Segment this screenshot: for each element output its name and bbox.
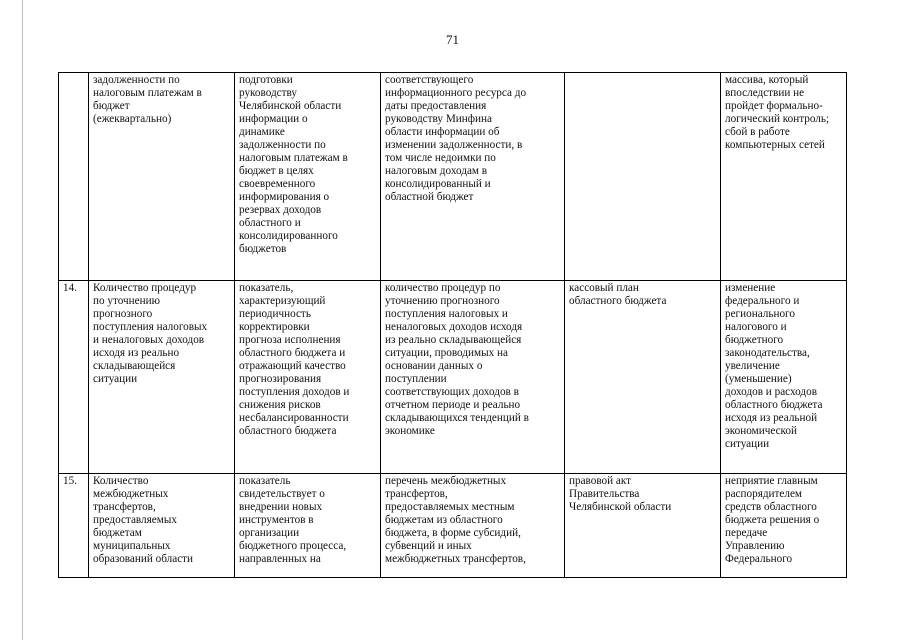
cell-text-line: Управлению (725, 540, 785, 552)
cell-text-line: консолидированного (239, 230, 338, 242)
cell-text-line: трансфертов, (385, 488, 448, 500)
cell-text-line: компьютерных сетей (725, 139, 825, 151)
cell-text-line: показатель (239, 475, 291, 487)
cell-text-line: (уменьшение) (725, 373, 792, 385)
cell-text-line: динамике (239, 126, 285, 138)
cell-text-line: складывающихся тенденций в (385, 412, 529, 424)
cell-text-line: областного бюджета (725, 399, 823, 411)
cell-text-line: информирования о (239, 191, 330, 203)
cell-text-line: бюджетам из областного (385, 514, 503, 526)
cell-text-line: руководству Минфина (385, 113, 492, 125)
cell-text-line: налоговым платежам в (239, 152, 348, 164)
cell-text-line: предоставляемых местным (385, 501, 515, 513)
table-row (59, 281, 847, 474)
cell-text-line: свидетельствует о (239, 488, 325, 500)
data-source-cell (565, 73, 721, 281)
risk-factors-cell (721, 281, 847, 474)
cell-text-line: бюджетного (725, 334, 784, 346)
cell-text-line: доходов и расходов (725, 386, 817, 398)
cell-text-line: поступления доходов и (239, 386, 350, 398)
risk-factors-cell (721, 73, 847, 281)
cell-text-line: своевременного (239, 178, 316, 190)
cell-text-line: изменение (725, 282, 776, 294)
cell-text-line: задолженности по (93, 74, 180, 86)
cell-text-line: Количество (93, 475, 149, 487)
cell-text-line: налоговым платежам в (93, 87, 202, 99)
cell-text-line: даты предоставления (385, 100, 487, 112)
cell-text-line: и неналоговых доходов (93, 334, 205, 346)
indicator-name-cell (89, 474, 235, 578)
cell-text-line: законодательства, (725, 347, 810, 359)
cell-text-line: сбой в работе (725, 126, 790, 138)
cell-text-line: Количество процедур (93, 282, 197, 294)
row-number-cell: 15. (59, 474, 89, 578)
cell-text-line: основании данных о (385, 360, 483, 372)
cell-text-line: Челябинской области (239, 100, 342, 112)
cell-text-line: прогнозного (93, 308, 153, 320)
cell-text-line: поступления налоговых (93, 321, 208, 333)
page-left-edge (22, 0, 23, 640)
cell-text-line: бюджетам (93, 527, 142, 539)
cell-text-line: соответствующего (385, 74, 474, 86)
cell-text-line: направленных на (239, 553, 321, 565)
cell-text-line: логический контроль; (725, 113, 830, 125)
table-row (59, 73, 847, 281)
cell-text-line: прогнозирования (239, 373, 322, 385)
cell-text-line: увеличение (725, 360, 780, 372)
indicator-description-cell (235, 474, 381, 578)
cell-text-line: периодичность (239, 308, 311, 320)
cell-text-line: задолженности по (239, 139, 326, 151)
cell-text-line: организации (239, 527, 300, 539)
cell-text-line: внедрении новых (239, 501, 323, 513)
indicator-name-cell (89, 73, 235, 281)
cell-text-line: ситуации, проводимых на (385, 347, 508, 359)
cell-text-line: том числе недоимки по (385, 152, 496, 164)
cell-text-line: передаче (725, 527, 768, 539)
cell-text-line: экономической (725, 425, 797, 437)
cell-text-line: неналоговых доходов исходя (385, 321, 523, 333)
cell-text-line: средств областного (725, 501, 817, 513)
cell-text-line: исходя из реальной (725, 412, 818, 424)
cell-text-line: прогноза исполнения (239, 334, 341, 346)
cell-text-line: отчетном периоде и реально (385, 399, 521, 411)
cell-text-line: корректировки (239, 321, 310, 333)
indicator-name-cell (89, 281, 235, 474)
cell-text-line: руководству (239, 87, 298, 99)
cell-text-line: соответствующих доходов в (385, 386, 519, 398)
cell-text-line: областного бюджета и (239, 347, 346, 359)
row-number-cell: 14. (59, 281, 89, 474)
cell-text-line: правовой акт (569, 475, 632, 487)
cell-text-line: образований области (93, 553, 194, 565)
cell-text-line: межбюджетных трансфертов, (385, 553, 526, 565)
cell-text-line: уточнению прогнозного (385, 295, 500, 307)
cell-text-line: пройдет формально- (725, 100, 823, 112)
cell-text-line: субвенций и иных (385, 540, 472, 552)
cell-text-line: трансфертов, (93, 501, 156, 513)
cell-text-line: муниципальных (93, 540, 171, 552)
cell-text-line: впоследствии не (725, 87, 805, 99)
cell-text-line: отражающий качество (239, 360, 346, 372)
indicator-description-cell (235, 281, 381, 474)
cell-text-line: (ежеквартально) (93, 113, 172, 125)
cell-text-line: Федерального (725, 553, 793, 565)
cell-text-line: федерального и (725, 295, 800, 307)
calculation-method-cell (381, 73, 565, 281)
cell-text-line: снижения рисков (239, 399, 321, 411)
cell-text-line: информации о (239, 113, 308, 125)
cell-text-line: массива, который (725, 74, 809, 86)
cell-text-line: областного бюджета (569, 295, 667, 307)
measures-table (58, 72, 847, 578)
cell-text-line: поступления налоговых и (385, 308, 508, 320)
row-number-cell (59, 73, 89, 281)
cell-text-line: областной бюджет (385, 191, 474, 203)
cell-text-line: бюджета, в форме субсидий, (385, 527, 521, 539)
cell-text-line: бюджет (93, 100, 130, 112)
cell-text-line: Правительства (569, 488, 640, 500)
cell-text-line: кассовый план (569, 282, 639, 294)
calculation-method-cell (381, 474, 565, 578)
cell-text-line: характеризующий (239, 295, 326, 307)
page-number: 71 (446, 32, 459, 47)
cell-text-line: по уточнению (93, 295, 160, 307)
cell-text-line: информационного ресурса до (385, 87, 527, 99)
cell-text-line: областного и (239, 217, 301, 229)
cell-text-line: области информации об (385, 126, 500, 138)
cell-text-line: бюджетного процесса, (239, 540, 347, 552)
data-source-cell (565, 281, 721, 474)
data-source-cell (565, 474, 721, 578)
cell-text-line: ситуации (725, 438, 770, 450)
cell-text-line: неприятие главным (725, 475, 818, 487)
cell-text-line: консолидированный и (385, 178, 491, 190)
calculation-method-cell (381, 281, 565, 474)
cell-text-line: бюджета решения о (725, 514, 820, 526)
cell-text-line: несбалансированности (239, 412, 349, 424)
cell-text-line: подготовки (239, 74, 293, 86)
cell-text-line: налоговым доходам в (385, 165, 488, 177)
cell-text-line: межбюджетных (93, 488, 169, 500)
cell-text-line: бюджетов (239, 243, 287, 255)
cell-text-line: бюджет в целях (239, 165, 314, 177)
cell-text-line: показатель, (239, 282, 294, 294)
cell-text-line: количество процедур по (385, 282, 501, 294)
cell-text-line: резервах доходов (239, 204, 322, 216)
cell-text-line: предоставляемых (93, 514, 177, 526)
cell-text-line: инструментов в (239, 514, 314, 526)
cell-text-line: Челябинской области (569, 501, 672, 513)
cell-text-line: регионального (725, 308, 795, 320)
cell-text-line: исходя из реально (93, 347, 180, 359)
risk-factors-cell (721, 474, 847, 578)
cell-text-line: изменении задолженности, в (385, 139, 523, 151)
cell-text-line: распорядителем (725, 488, 803, 500)
cell-text-line: ситуации (93, 373, 138, 385)
indicator-description-cell (235, 73, 381, 281)
cell-text-line: складывающейся (93, 360, 176, 372)
cell-text-line: областного бюджета (239, 425, 337, 437)
cell-text-line: экономике (385, 425, 435, 437)
cell-text-line: поступлении (385, 373, 447, 385)
cell-text-line: перечень межбюджетных (385, 475, 507, 487)
cell-text-line: из реально складывающейся (385, 334, 522, 346)
cell-text-line: налогового и (725, 321, 787, 333)
table-row (59, 474, 847, 578)
